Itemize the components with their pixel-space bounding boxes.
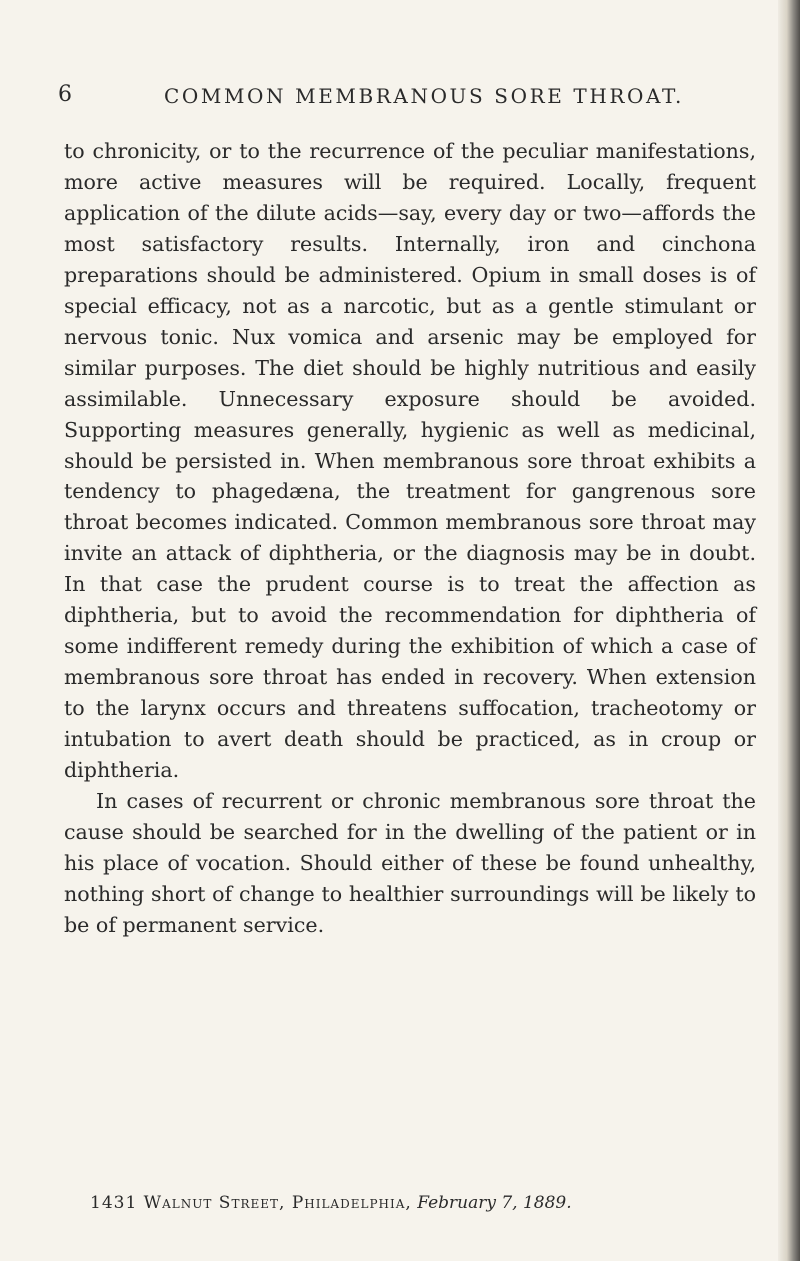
page-edge-shadow — [778, 0, 800, 1261]
signature-date: February 7, 1889. — [417, 1193, 572, 1213]
body-text — [64, 136, 756, 941]
running-title: COMMON MEMBRANOUS SORE THROAT. — [164, 84, 684, 108]
signature-address: 1431 Walnut Street, Philadelphia, — [90, 1193, 412, 1213]
page-header — [58, 82, 698, 112]
page-number: 6 — [58, 82, 73, 107]
paragraph-recurrent-cases: In cases of recurrent or chronic membranous sore throat the cause should be searched for in the dwelling of the patient or in his place of vocation. Should either of these be found unhealthy, nothing short of change to healthier surroundings will be likely to be of permanent service. — [64, 789, 756, 937]
paragraph-continued: to chronicity, or to the recurrence of the peculiar manifestations, more active measures will be required. Locally, frequent application of the dilute acids—say, every day or two—affords the most satisfactory results. Internally, iron and cinchona preparations should be administered. Opium in small doses is of special efficacy, not as a narcotic, but as a gentle stimulant or nervous tonic. Nux vomica and arsenic may be employed for similar purposes. The diet should be highly nutritious and easily assimilable. Unnecessary exposure should be avoided. Supporting measures generally, hygienic as well as medicinal, should be persisted in. When membranous sore throat exhibits a tendency to phagedæna, the treatment for gangrenous sore throat becomes indicated. Common membranous sore throat may invite an attack of diphtheria, or the diagnosis may be in doubt. In that case the prudent course is to treat the affection as diphtheria, but to avoid the recommendation for diphtheria of some indifferent remedy during the exhibition of which a case of membranous sore throat has ended in recovery. When extension to the larynx occurs and threatens suffocation, tracheotomy or intubation to avert death should be practiced, as in croup or diphtheria. — [64, 139, 756, 783]
signature-line — [90, 1193, 710, 1213]
